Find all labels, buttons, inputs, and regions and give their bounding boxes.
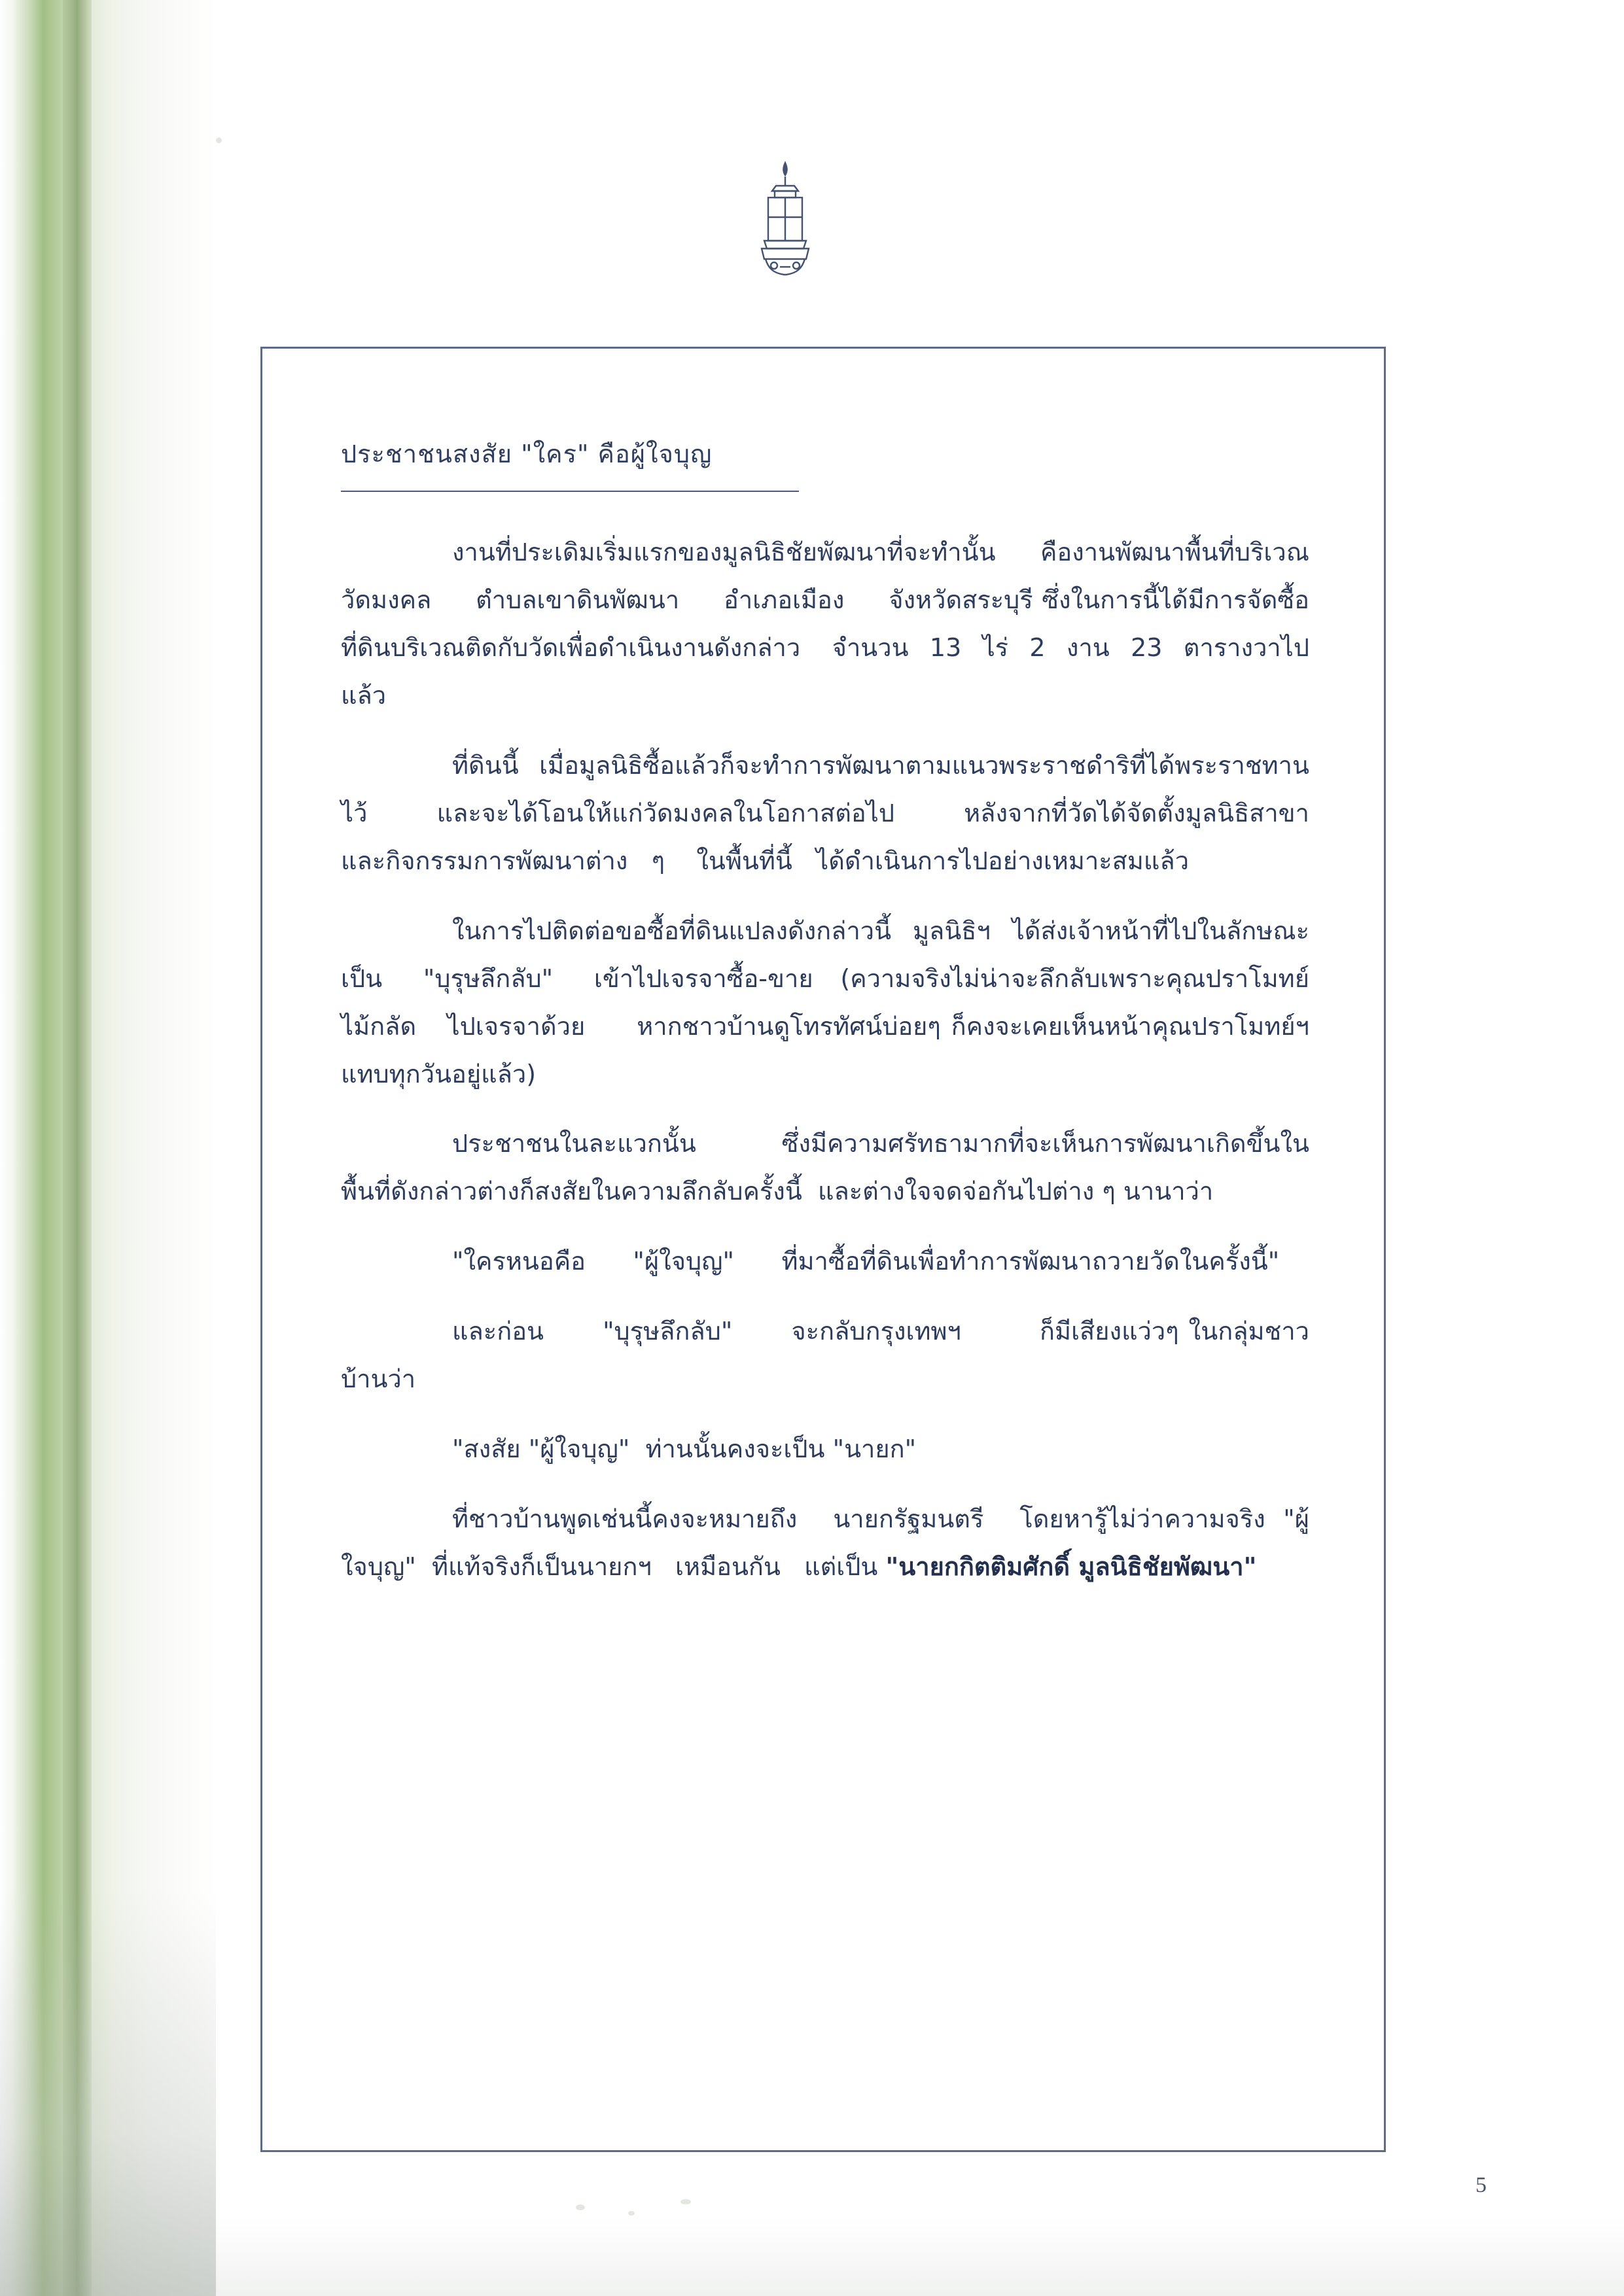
document-body (341, 434, 1333, 1591)
paragraph-8-final (341, 1495, 1309, 1591)
paragraph-3: ในการไปติดต่อขอซื้อที่ดินแปลงดังกล่าวนี้ มูลนิธิฯ ได้ส่งเจ้าหน้าที่ไปในลักษณะเป็น "บุรุษลึกลับ" เข้าไปเจรจาซื้อ-ขาย (ความจริงไม่น่าจะลึกลับเพราะคุณปราโมทย์ ไม้กลัด ไปเจรจาด้วย หากชาวบ้านดูโทรทัศน์บ่อยๆ ก็คงจะเคยเห็นหน้าคุณปราโมทย์ฯ แทบทุกวันอยู่แล้ว) (341, 916, 1333, 1088)
scan-speckle (576, 2204, 585, 2210)
scan-edge-shadow (0, 1890, 216, 2296)
final-paragraph-lead: ที่ชาวบ้านพูดเช่นนี้คงจะหมายถึง นายกรัฐมนตรี โดยหารู้ไม่ว่าความจริง "ผู้ใจบุญ" ที่แท้จริงก็เป็นนายกฯ เหมือนกัน แต่เป็น (341, 1505, 1309, 1582)
final-paragraph-emphasis: "นายกกิตติมศักดิ์ มูลนิธิชัยพัฒนา" (885, 1552, 1257, 1582)
page-number: 5 (1475, 2173, 1487, 2197)
scan-speckle (680, 2199, 691, 2204)
paragraph-4: ประชาชนในละแวกนั้น ซึ่งมีความศรัทธามากที่จะเห็นการพัฒนาเกิดขึ้นในพื้นที่ดังกล่าวต่างก็สงสัยในความลึกลับครั้งนี้ และต่างใจจดจ่อกันไปต่าง ๆ นานาว่า (341, 1129, 1309, 1206)
paragraph-2: ที่ดินนี้ เมื่อมูลนิธิซื้อแล้วก็จะทำการพัฒนาตามแนวพระราชดำริที่ได้พระราชทานไว้ และจะได้โอนให้แก่วัดมงคลในโอกาสต่อไป หลังจากที่วัดได้จัดตั้งมูลนิธิสาขาและกิจกรรมการพัฒนาต่าง ๆ ในพื้นที่นี้ ได้ดำเนินการไปอย่างเหมาะสมแล้ว (341, 750, 1309, 875)
paragraph-5-quote: "ใครหนอคือ "ผู้ใจบุญ" ที่มาซื้อที่ดินเพื่อทำการพัฒนาถวายวัดในครั้งนี้" (452, 1247, 1280, 1276)
paragraph-1: งานที่ประเดิมเริ่มแรกของมูลนิธิชัยพัฒนาที่จะทำนั้น คืองานพัฒนาพื้นที่บริเวณวัดมงคล ตำบลเขาดินพัฒนา อำเภอเมือง จังหวัดสระบุรี ซึ่งในการนี้ได้มีการจัดซื้อที่ดินบริเวณติดกับวัดเพื่อดำเนินงานดังกล่าว จำนวน 13 ไร่ 2 งาน 23 ตารางวาไปแล้ว (341, 538, 1309, 710)
scan-speckle (628, 2211, 635, 2216)
page-bottom-shadow (216, 2218, 1624, 2296)
paragraph-6: และก่อน "บุรุษลึกลับ" จะกลับกรุงเทพฯ ก็มีเสียงแว่วๆ ในกลุ่มชาวบ้านว่า (341, 1317, 1309, 1394)
temple-emblem-icon (746, 157, 824, 288)
scan-speckle (216, 137, 222, 143)
page-title: ประชาชนสงสัย "ใคร" คือผู้ใจบุญ (341, 434, 799, 492)
paragraph-7-quote: "สงสัย "ผู้ใจบุญ" ท่านนั้นคงจะเป็น "นายก" (452, 1435, 917, 1464)
document-page-frame (260, 347, 1386, 2152)
